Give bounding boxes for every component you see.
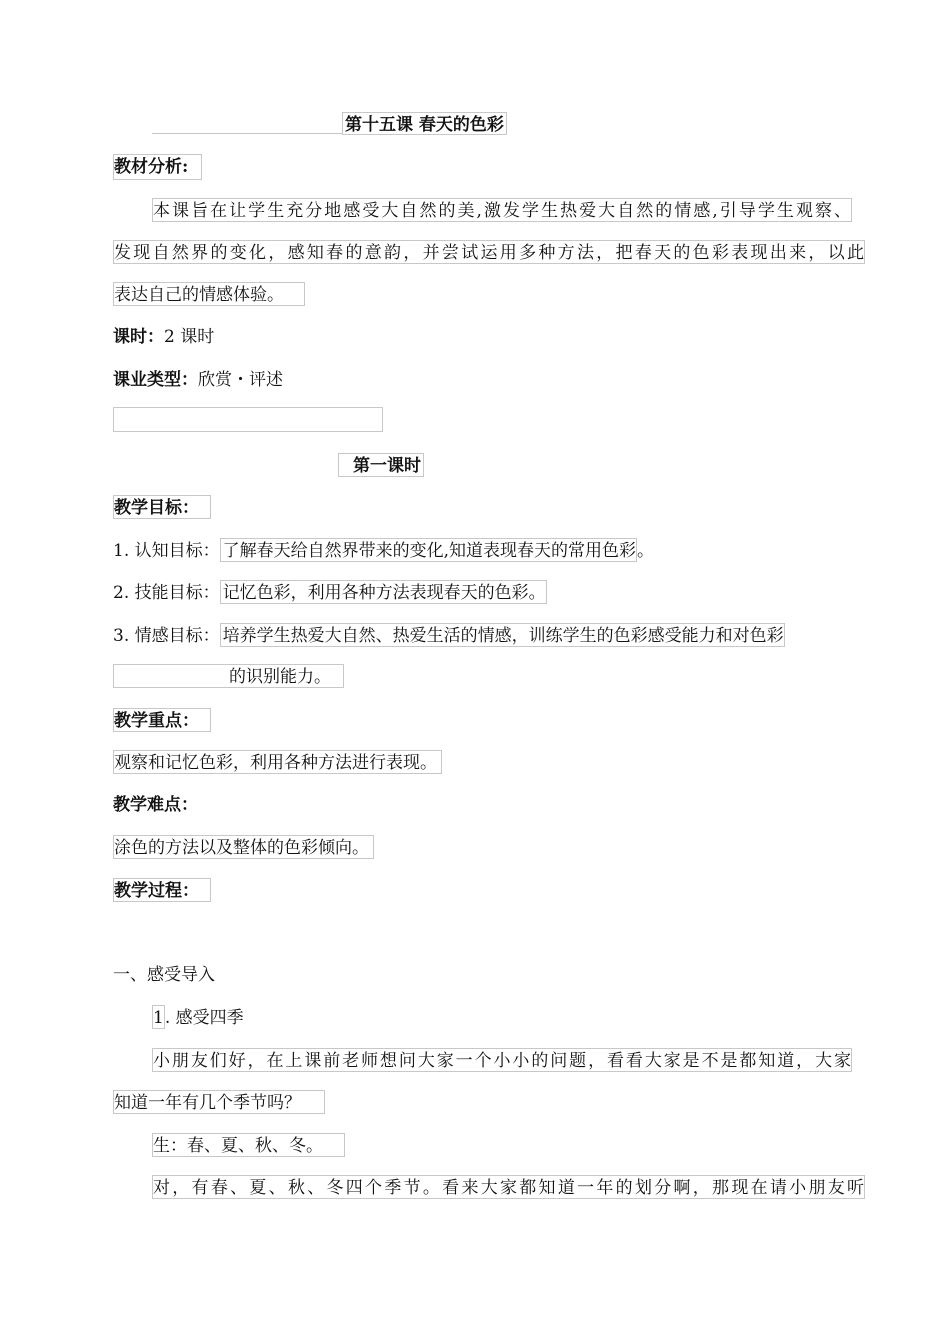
process-heading: 教学过程： [113,878,211,902]
key-heading: 教学重点： [113,708,211,732]
goals-heading: 教学目标： [113,495,211,519]
para-1-line-1: 小朋友们好，在上课前老师想问大家一个小小的问题，看看大家是不是都知道，大家 [152,1048,852,1072]
hours-row [113,325,214,349]
goal-3-text-2: 的识别能力。 [229,667,331,687]
para-2-line-1: 对，有春、夏、秋、冬四个季节。看来大家都知道一年的划分啊，那现在请小朋友听 [152,1175,865,1199]
analysis-line-2: 发现自然界的变化，感知春的意韵，并尝试运用多种方法，把春天的色彩表现出来，以此 [113,240,865,264]
hours-value: 2 课时 [164,327,215,347]
goal-1-row [113,538,654,563]
student-answer: 生：春、夏、秋、冬。 [152,1133,345,1157]
goal-2-label: 2. 技能目标： [113,583,220,603]
difficulty-text: 涂色的方法以及整体的色彩倾向。 [113,835,374,859]
item-1-title: . 感受四季 [164,1008,244,1028]
goal-2-row [113,580,547,605]
analysis-line-1: 本课旨在让学生充分地感受大自然的美,激发学生热爱大自然的情感,引导学生观察、 [152,198,852,222]
type-row [113,368,283,392]
goal-1-end: 。 [637,541,655,561]
lesson-title: 第十五课 春天的色彩 [342,112,507,135]
section-1-title: 一、感受导入 [113,965,215,985]
hours-label: 课时： [113,327,164,347]
analysis-line-3: 表达自己的情感体验。 [113,282,305,306]
goal-2-text: 记忆色彩，利用各种方法表现春天的色彩。 [220,580,547,604]
title-underline [152,133,342,134]
item-1-row [152,1005,244,1030]
analysis-heading: 教材分析: [113,154,202,180]
goal-3-row [113,623,785,648]
para-1-line-2: 知道一年有几个季节吗？ [113,1090,325,1114]
key-text: 观察和记忆色彩，利用各种方法进行表现。 [113,750,442,774]
type-label: 课业类型： [113,370,198,390]
goal-1-text: 了解春天给自然界带来的变化,知道表现春天的常用色彩 [220,538,637,562]
goal-3-label: 3. 情感目标： [113,626,220,646]
item-1-number: 1 [152,1005,165,1029]
goal-1-label: 1. 认知目标： [113,541,220,561]
empty-field [113,407,383,432]
goal-3-text-1: 培养学生热爱大自然、热爱生活的情感，训练学生的色彩感受能力和对色彩 [220,623,785,647]
difficulty-heading: 教学难点： [113,795,198,815]
type-value: 欣赏・评述 [198,370,283,390]
goal-3-line-2 [113,664,344,688]
lesson1-heading: 第一课时 [338,453,424,477]
